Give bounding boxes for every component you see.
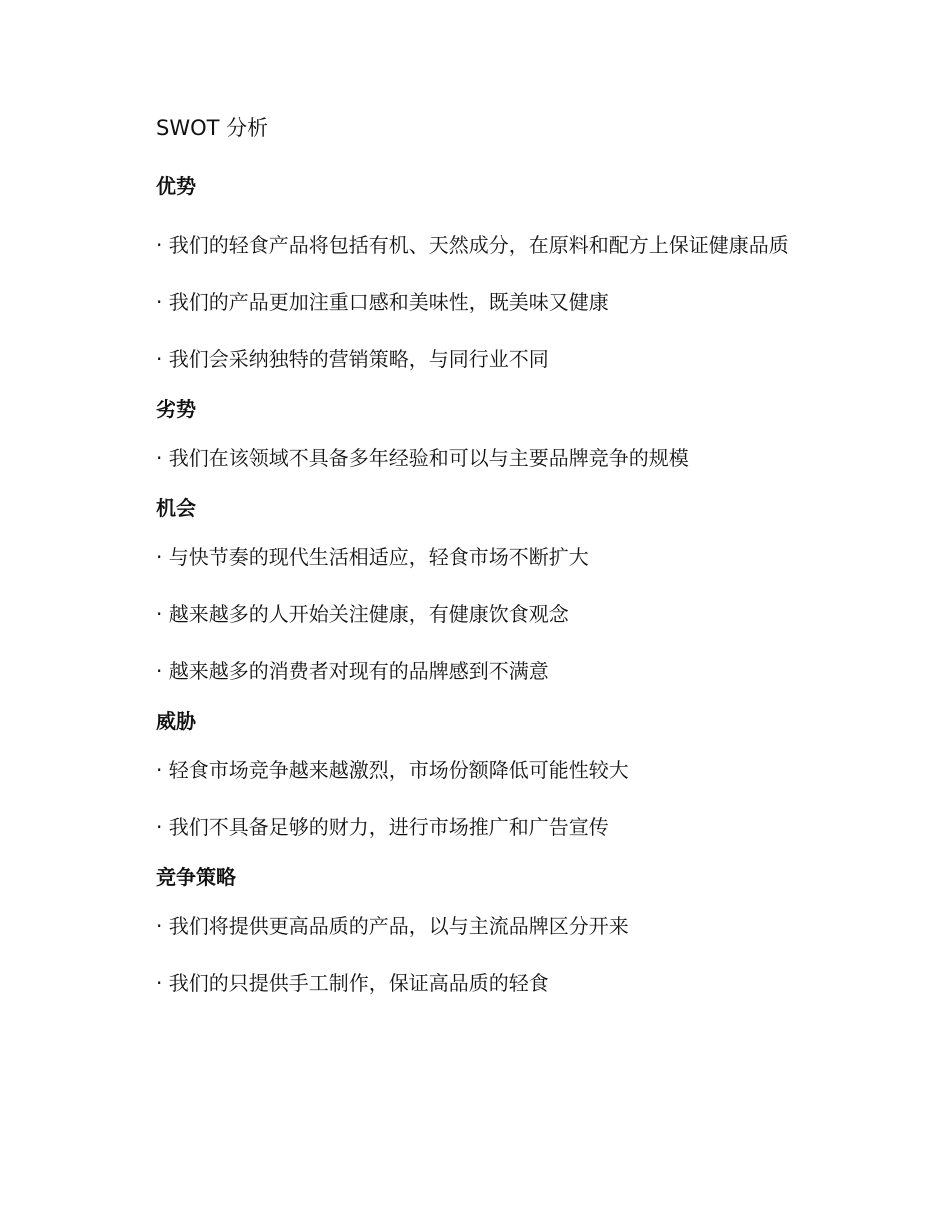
page-title: SWOT 分析 — [156, 116, 269, 140]
bullet-paragraph: · 轻食市场竞争越来越激烈，市场份额降低可能性较大 — [156, 758, 629, 782]
bullet-paragraph: · 我们的产品更加注重口感和美味性，既美味又健康 — [156, 290, 609, 314]
bullet-paragraph: · 越来越多的消费者对现有的品牌感到不满意 — [156, 659, 549, 683]
bullet-paragraph: · 我们不具备足够的财力，进行市场推广和广告宣传 — [156, 815, 609, 839]
section-weaknesses — [114, 393, 830, 482]
section-heading: 优势 — [156, 174, 196, 198]
section-opportunities — [114, 492, 830, 695]
section-heading: 威胁 — [156, 709, 196, 733]
bullet-paragraph: · 我们在该领域不具备多年经验和可以与主要品牌竞争的规模 — [156, 446, 689, 470]
bullet-paragraph: · 越来越多的人开始关注健康，有健康饮食观念 — [156, 602, 569, 626]
section-strengths — [114, 170, 830, 383]
section-competitive-strategy — [114, 861, 830, 1007]
bullet-paragraph: · 与快节奏的现代生活相适应，轻食市场不断扩大 — [156, 545, 589, 569]
bullet-paragraph: · 我们的只提供手工制作，保证高品质的轻食 — [156, 971, 549, 995]
bullet-paragraph: · 我们将提供更高品质的产品，以与主流品牌区分开来 — [156, 914, 629, 938]
section-heading: 竞争策略 — [156, 865, 236, 889]
bullet-paragraph: · 我们的轻食产品将包括有机、天然成分，在原料和配方上保证健康品质 — [156, 233, 789, 257]
bullet-paragraph: · 我们会采纳独特的营销策略，与同行业不同 — [156, 347, 549, 371]
section-threats — [114, 705, 830, 851]
section-heading: 劣势 — [156, 397, 196, 421]
section-heading: 机会 — [156, 496, 196, 520]
